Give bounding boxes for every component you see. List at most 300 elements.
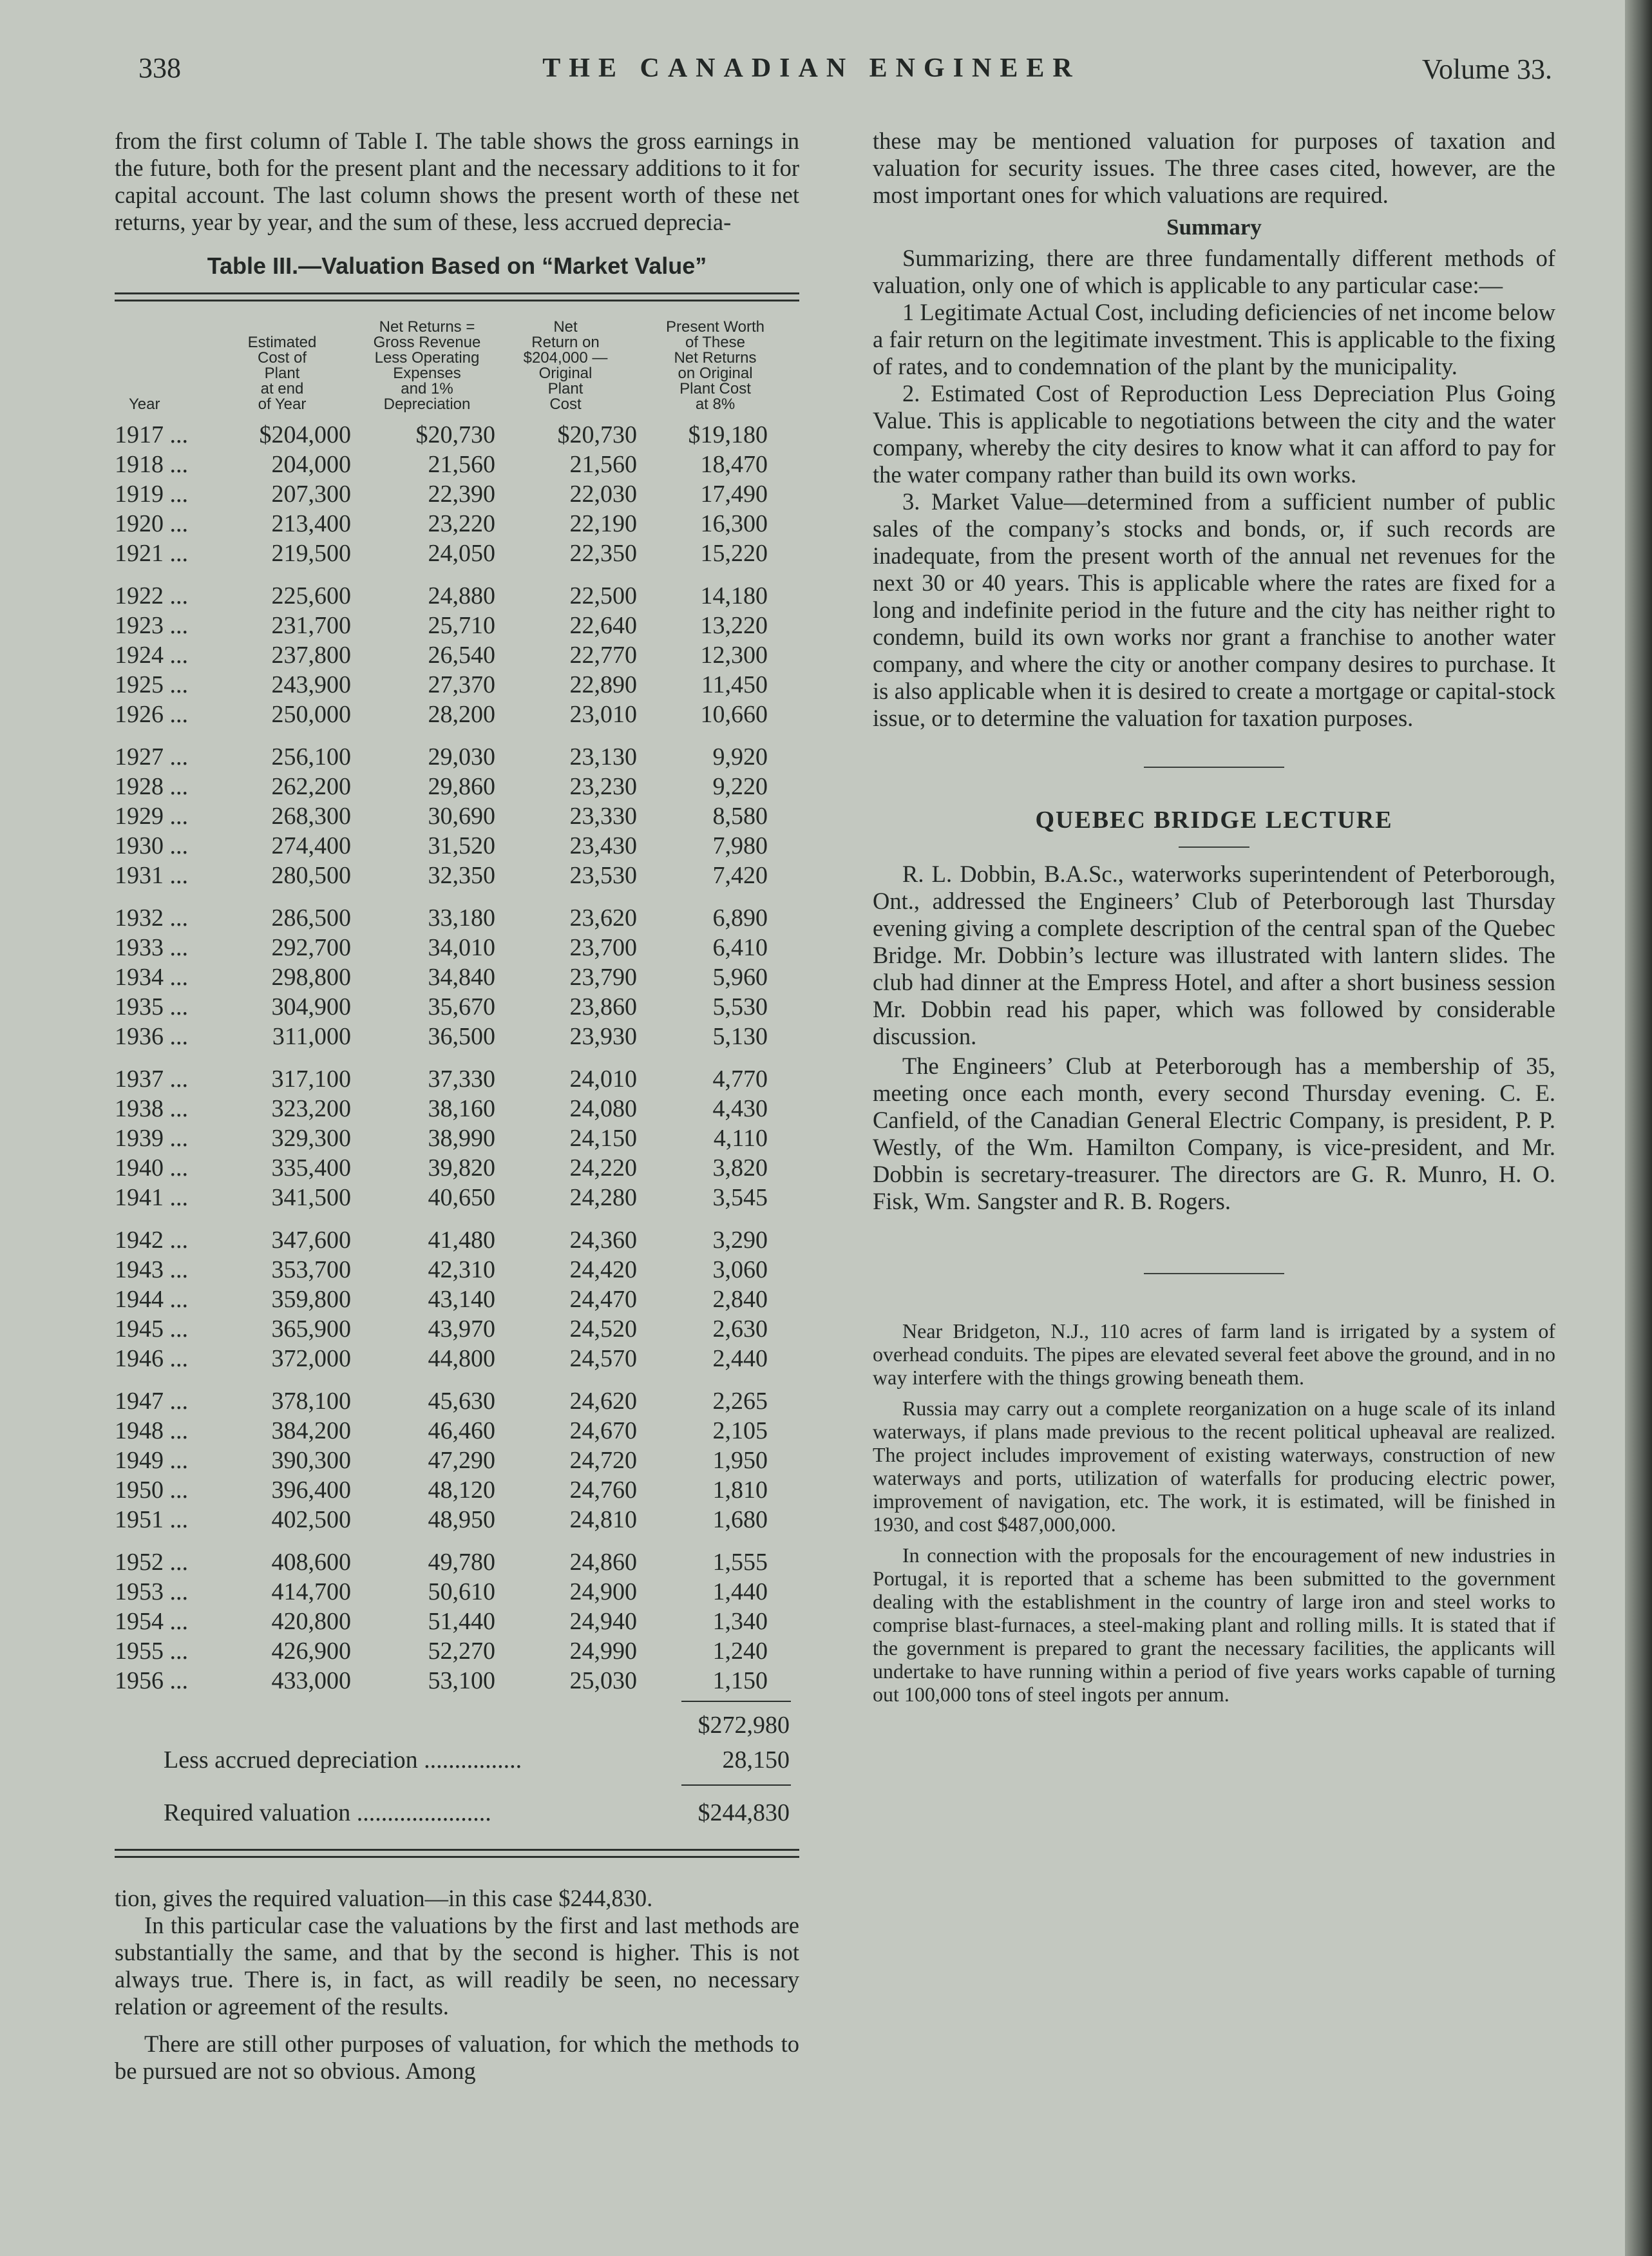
header-line: and 1% <box>401 380 453 397</box>
value-cell: 1,340 <box>712 1608 768 1635</box>
value-cell: 29,860 <box>428 773 495 800</box>
value-cell: $20,730 <box>415 421 495 448</box>
value-cell: 49,780 <box>428 1549 495 1576</box>
value-cell: 33,180 <box>428 904 495 932</box>
year-cell: 1941 ... <box>115 1184 188 1211</box>
value-cell: 24,010 <box>569 1066 637 1093</box>
value-cell: 38,160 <box>428 1095 495 1122</box>
value-cell: 3,060 <box>712 1256 768 1283</box>
value-cell: 24,420 <box>569 1256 637 1283</box>
value-cell: 25,710 <box>428 612 495 639</box>
table-row <box>115 831 768 861</box>
table-row <box>115 890 768 933</box>
value-cell: 42,310 <box>428 1256 495 1283</box>
year-cell: 1940 ... <box>115 1154 188 1181</box>
table-row <box>115 640 768 670</box>
value-cell: 256,100 <box>271 743 351 770</box>
header-year: Year <box>129 396 160 413</box>
value-cell: 24,940 <box>569 1608 637 1635</box>
value-cell: 420,800 <box>271 1608 351 1635</box>
value-cell: 4,770 <box>712 1066 768 1093</box>
table-row <box>115 1475 768 1505</box>
value-cell: 1,240 <box>712 1638 768 1665</box>
header-line: at end <box>260 380 304 397</box>
value-cell: 298,800 <box>271 964 351 991</box>
header-line: Plant <box>264 365 300 382</box>
table-header <box>115 301 799 420</box>
value-cell: 53,100 <box>428 1667 495 1694</box>
value-cell: 262,200 <box>271 773 351 800</box>
table-row <box>115 1314 768 1344</box>
value-cell: 1,440 <box>712 1578 768 1605</box>
year-cell: 1932 ... <box>115 904 188 932</box>
value-cell: 22,390 <box>428 481 495 508</box>
header-line: Estimated <box>247 334 317 351</box>
value-cell: 2,265 <box>712 1388 768 1415</box>
page-number: 338 <box>138 52 181 84</box>
value-cell: 24,880 <box>428 582 495 609</box>
year-cell: 1925 ... <box>115 671 188 698</box>
value-cell: 414,700 <box>271 1578 351 1605</box>
year-cell: 1937 ... <box>115 1066 188 1093</box>
table-row <box>115 1183 768 1212</box>
value-cell: 250,000 <box>271 701 351 728</box>
year-cell: 1955 ... <box>115 1638 188 1665</box>
table-row <box>115 933 768 962</box>
year-cell: 1950 ... <box>115 1477 188 1504</box>
summary-item: 1 Legitimate Actual Cost, including deficiencies of net income below a fair return on the legitimate investment. This is applicable to the fixing of rates, and to condemnation of the plant by the municipality. <box>873 299 1555 379</box>
value-cell: 2,840 <box>712 1286 768 1313</box>
left-intro-paragraph: from the first column of Table I. The table shows the gross earnings in the future, both for the present plant and the necessary additions to it for capital account. The last column shows the present worth of these net returns, year by year, and the sum of these, less accrued deprecia- <box>115 128 799 235</box>
value-cell: 23,700 <box>569 934 637 961</box>
value-cell: 24,280 <box>569 1184 637 1211</box>
value-cell: 7,980 <box>712 832 768 859</box>
table-row <box>115 450 768 479</box>
value-cell: 207,300 <box>271 481 351 508</box>
table-row <box>115 1022 768 1051</box>
total-row <box>115 1710 799 1742</box>
year-cell: 1921 ... <box>115 540 188 567</box>
total-value: $272,980 <box>698 1712 790 1739</box>
value-cell: 43,970 <box>428 1315 495 1343</box>
value-cell: 47,290 <box>428 1447 495 1474</box>
table-row <box>115 861 768 890</box>
value-cell: 1,950 <box>712 1447 768 1474</box>
header-line: Plant <box>547 380 584 397</box>
value-cell: 22,190 <box>569 510 637 537</box>
value-cell: 23,010 <box>569 701 637 728</box>
value-cell: 43,140 <box>428 1286 495 1313</box>
page-header <box>0 40 1623 91</box>
table-row <box>115 801 768 831</box>
value-cell: 14,180 <box>700 582 768 609</box>
header-line: of Year <box>258 396 307 413</box>
table-top-rule <box>115 292 799 301</box>
value-cell: 323,200 <box>271 1095 351 1122</box>
value-cell: 426,900 <box>271 1638 351 1665</box>
value-cell: 359,800 <box>271 1286 351 1313</box>
value-cell: 3,820 <box>712 1154 768 1181</box>
binding-edge <box>1625 0 1652 2256</box>
table-row <box>115 1255 768 1285</box>
table-row <box>115 1285 768 1314</box>
year-cell: 1942 ... <box>115 1227 188 1254</box>
value-cell: 341,500 <box>271 1184 351 1211</box>
table-row <box>115 700 768 729</box>
value-cell: 24,990 <box>569 1638 637 1665</box>
value-cell: 23,930 <box>569 1023 637 1050</box>
table-row <box>115 729 768 772</box>
header-estimated-cost <box>227 335 337 412</box>
value-cell: 4,430 <box>712 1095 768 1122</box>
table-row <box>115 1212 768 1255</box>
value-cell: 22,350 <box>569 540 637 567</box>
article-paragraph: R. L. Dobbin, B.A.Sc., waterworks superintendent of Peterborough, Ont., addressed the Engineers’ Club of Peterborough last Thursday evening giving a complete description of the central span of the Quebec Bridge. Mr. Dobbin’s lecture was illustrated with lantern slides. The club had dinner at the Empress Hotel, and after a short business session Mr. Dobbin read his paper, which was followed by considerable discussion. <box>873 861 1555 1049</box>
required-label: Required valuation ...................... <box>164 1799 491 1826</box>
value-cell: 22,500 <box>569 582 637 609</box>
value-cell: 23,230 <box>569 773 637 800</box>
table-row <box>115 1094 768 1123</box>
value-cell: 6,410 <box>712 934 768 961</box>
value-cell: 24,900 <box>569 1578 637 1605</box>
value-cell: 24,050 <box>428 540 495 567</box>
value-cell: 17,490 <box>700 481 768 508</box>
value-cell: 34,010 <box>428 934 495 961</box>
table-row <box>115 1416 768 1446</box>
value-cell: $20,730 <box>557 421 637 448</box>
table-row <box>115 1123 768 1153</box>
header-line: $204,000 — <box>523 349 608 367</box>
value-cell: 311,000 <box>272 1023 351 1050</box>
value-cell: 24,220 <box>569 1154 637 1181</box>
value-cell: 48,950 <box>428 1506 495 1533</box>
value-cell: 31,520 <box>428 832 495 859</box>
year-cell: 1954 ... <box>115 1608 188 1635</box>
depreciation-value: 28,150 <box>722 1746 790 1773</box>
value-cell: 24,810 <box>569 1506 637 1533</box>
header-line: Net Returns = <box>379 318 475 336</box>
header-line: Cost <box>549 396 582 413</box>
table-row <box>115 1373 768 1416</box>
value-cell: 317,100 <box>271 1066 351 1093</box>
year-cell: 1920 ... <box>115 510 188 537</box>
value-cell: 24,670 <box>569 1417 637 1444</box>
value-cell: 38,990 <box>428 1125 495 1152</box>
value-cell: 18,470 <box>700 451 768 478</box>
news-note: Russia may carry out a complete reorganization on a huge scale of its inland waterways, if plans made previous to the recent political upheaval are realized. The project includes improvement of existing waterways, construction of new waterways and ports, utilization of waterfalls for producing electric power, improvement of navigation, etc. The work, it is estimated, will be finished in 1930, and cost $487,000,000. <box>873 1397 1555 1536</box>
value-cell: 29,030 <box>428 743 495 770</box>
value-cell: 24,080 <box>569 1095 637 1122</box>
total-rule <box>681 1701 791 1702</box>
header-line: Cost of <box>257 349 307 367</box>
value-cell: 292,700 <box>271 934 351 961</box>
value-cell: 237,800 <box>271 642 351 669</box>
depreciation-label: Less accrued depreciation ................ <box>164 1746 522 1773</box>
value-cell: 24,720 <box>569 1447 637 1474</box>
year-cell: 1946 ... <box>115 1345 188 1372</box>
value-cell: 329,300 <box>271 1125 351 1152</box>
value-cell: 52,270 <box>428 1638 495 1665</box>
year-cell: 1933 ... <box>115 934 188 961</box>
value-cell: 34,840 <box>428 964 495 991</box>
heading-rule <box>1179 846 1249 848</box>
header-line: Net <box>553 318 578 336</box>
value-cell: 23,430 <box>569 832 637 859</box>
value-cell: 16,300 <box>700 510 768 537</box>
header-line: Expenses <box>393 365 461 382</box>
year-cell: 1949 ... <box>115 1447 188 1474</box>
value-cell: 204,000 <box>271 451 351 478</box>
value-cell: 24,360 <box>569 1227 637 1254</box>
required-row <box>115 1797 799 1830</box>
value-cell: 2,105 <box>712 1417 768 1444</box>
right-intro-paragraph: these may be mentioned valuation for purposes of taxation and valuation for security issues. The three cases cited, however, are the most important ones for which valuations are required. <box>873 128 1555 208</box>
table-row <box>115 509 768 539</box>
value-cell: 433,000 <box>271 1667 351 1694</box>
year-cell: 1936 ... <box>115 1023 188 1050</box>
year-cell: 1939 ... <box>115 1125 188 1152</box>
value-cell: 23,860 <box>569 993 637 1020</box>
value-cell: 268,300 <box>271 803 351 830</box>
value-cell: 46,460 <box>428 1417 495 1444</box>
header-line: Depreciation <box>383 396 471 413</box>
header-line: on Original <box>678 365 753 382</box>
year-cell: 1918 ... <box>115 451 188 478</box>
header-line: at 8% <box>695 396 736 413</box>
year-cell: 1934 ... <box>115 964 188 991</box>
year-cell: 1948 ... <box>115 1417 188 1444</box>
value-cell: 2,440 <box>712 1345 768 1372</box>
value-cell: 24,570 <box>569 1345 637 1372</box>
value-cell: 5,130 <box>712 1023 768 1050</box>
value-cell: 402,500 <box>271 1506 351 1533</box>
value-cell: 24,620 <box>569 1388 637 1415</box>
required-value: $244,830 <box>698 1799 790 1826</box>
year-cell: 1922 ... <box>115 582 188 609</box>
value-cell: 37,330 <box>428 1066 495 1093</box>
depreciation-rule <box>681 1784 791 1786</box>
value-cell: 213,400 <box>271 510 351 537</box>
left-after-text <box>115 1885 799 2085</box>
value-cell: 219,500 <box>271 540 351 567</box>
header-line: Less Operating <box>374 349 480 367</box>
table-row <box>115 1344 768 1373</box>
table-row <box>115 1505 768 1534</box>
summary-item: 3. Market Value—determined from a sufficient number of public sales of the company’s stocks and bonds, or, if such records are inadequate, from the present worth of the annual net revenues for the next 30 or 40 years. This is applicable where the rates are fixed for a long and indefinite period in the future and the city has neither right to condemn, build its own works nor grant a franchise to another water company, and where the city or another company desires to purchase. It is also applicable when it is desired to create a mortgage or capital-stock issue, or to determine the valuation for taxation purposes. <box>873 488 1555 731</box>
value-cell: 21,560 <box>569 451 637 478</box>
value-cell: 1,150 <box>712 1667 768 1694</box>
year-cell: 1927 ... <box>115 743 188 770</box>
value-cell: 48,120 <box>428 1477 495 1504</box>
header-present-worth <box>646 320 784 412</box>
table-totals <box>115 1696 799 1857</box>
value-cell: 384,200 <box>271 1417 351 1444</box>
value-cell: 9,920 <box>712 743 768 770</box>
value-cell: 27,370 <box>428 671 495 698</box>
value-cell: 353,700 <box>271 1256 351 1283</box>
value-cell: 23,790 <box>569 964 637 991</box>
year-cell: 1917 ... <box>115 421 188 448</box>
value-cell: 9,220 <box>712 773 768 800</box>
value-cell: $204,000 <box>259 421 351 448</box>
value-cell: 23,330 <box>569 803 637 830</box>
value-cell: 286,500 <box>271 904 351 932</box>
value-cell: 1,555 <box>712 1549 768 1576</box>
year-cell: 1938 ... <box>115 1095 188 1122</box>
value-cell: 44,800 <box>428 1345 495 1372</box>
table-row <box>115 539 768 568</box>
value-cell: 231,700 <box>271 612 351 639</box>
table-row <box>115 962 768 992</box>
summary-paragraph: Summarizing, there are three fundamentally different methods of valuation, only one of which is applicable to any particular case:— <box>873 245 1555 298</box>
value-cell: 21,560 <box>428 451 495 478</box>
summary-item: 2. Estimated Cost of Reproduction Less Depreciation Plus Going Value. This is applicable to negotiations between the city and the water company, whereby the city desires to know what it can afford to pay for the water company rather than build its own works. <box>873 380 1555 488</box>
value-cell: 335,400 <box>271 1154 351 1181</box>
value-cell: 347,600 <box>271 1227 351 1254</box>
left-column <box>115 128 799 2085</box>
value-cell: 36,500 <box>428 1023 495 1050</box>
table-row <box>115 479 768 509</box>
year-cell: 1945 ... <box>115 1315 188 1343</box>
header-line: Net Returns <box>674 349 757 367</box>
valuation-table <box>115 420 768 1696</box>
value-cell: 280,500 <box>271 862 351 889</box>
table-row <box>115 1051 768 1094</box>
value-cell: 32,350 <box>428 862 495 889</box>
year-cell: 1952 ... <box>115 1549 188 1576</box>
value-cell: 24,520 <box>569 1315 637 1343</box>
news-note: Near Bridgeton, N.J., 110 acres of farm land is irrigated by a system of overhead conduits. The pipes are elevated several feet above the ground, and in no way interfere with the things growing beneath them. <box>873 1319 1555 1389</box>
news-note: In connection with the proposals for the encouragement of new industries in Portugal, it is reported that a scheme has been submitted to the government dealing with the establishment in the country of large iron and steel works to comprise blast-furnaces, a steel-making plant and rolling mills. It is stated that if the government is prepared to grant the necessary facilities, the applicants will undertake to have running within a period of five years works capable of turning out 100,000 tons of steel ingots per annum. <box>873 1544 1555 1706</box>
depreciation-row <box>115 1745 799 1777</box>
value-cell: 372,000 <box>271 1345 351 1372</box>
year-cell: 1919 ... <box>115 481 188 508</box>
value-cell: 35,670 <box>428 993 495 1020</box>
value-cell: 365,900 <box>271 1315 351 1343</box>
value-cell: 6,890 <box>712 904 768 932</box>
value-cell: 25,030 <box>569 1667 637 1694</box>
table-row <box>115 670 768 700</box>
year-cell: 1944 ... <box>115 1286 188 1313</box>
table-row <box>115 1607 768 1636</box>
table-row <box>115 1534 768 1577</box>
journal-title: THE CANADIAN ENGINEER <box>542 53 1081 83</box>
table-row <box>115 772 768 801</box>
value-cell: 11,450 <box>701 671 768 698</box>
value-cell: 41,480 <box>428 1227 495 1254</box>
article-heading: QUEBEC BRIDGE LECTURE <box>1035 807 1393 834</box>
value-cell: 22,890 <box>569 671 637 698</box>
table-row <box>115 1446 768 1475</box>
value-cell: 24,860 <box>569 1549 637 1576</box>
year-cell: 1953 ... <box>115 1578 188 1605</box>
value-cell: 24,470 <box>569 1286 637 1313</box>
value-cell: 23,530 <box>569 862 637 889</box>
volume-label: Volume 33. <box>1421 53 1552 85</box>
year-cell: 1956 ... <box>115 1667 188 1694</box>
value-cell: 7,420 <box>712 862 768 889</box>
value-cell: 396,400 <box>271 1477 351 1504</box>
year-cell: 1943 ... <box>115 1256 188 1283</box>
header-line: Return on <box>531 334 600 351</box>
year-cell: 1951 ... <box>115 1506 188 1533</box>
value-cell: 50,610 <box>428 1578 495 1605</box>
value-cell: 3,290 <box>712 1227 768 1254</box>
value-cell: $19,180 <box>688 421 768 448</box>
value-cell: 2,630 <box>712 1315 768 1343</box>
paragraph: tion, gives the required valuation—in this case $244,830. <box>115 1885 653 1911</box>
value-cell: 23,620 <box>569 904 637 932</box>
table-row <box>115 1577 768 1607</box>
value-cell: 4,110 <box>713 1125 768 1152</box>
paragraph: There are still other purposes of valuation, for which the methods to be pursued are not so obvious. Among <box>115 2031 799 2084</box>
value-cell: 23,220 <box>428 510 495 537</box>
value-cell: 1,810 <box>712 1477 768 1504</box>
table-row <box>115 992 768 1022</box>
value-cell: 51,440 <box>428 1608 495 1635</box>
header-line: Original <box>538 365 593 382</box>
header-line: Plant Cost <box>679 380 751 397</box>
value-cell: 10,660 <box>700 701 768 728</box>
year-cell: 1931 ... <box>115 862 188 889</box>
value-cell: 22,640 <box>569 612 637 639</box>
year-cell: 1929 ... <box>115 803 188 830</box>
value-cell: 8,580 <box>712 803 768 830</box>
value-cell: 5,960 <box>712 964 768 991</box>
year-cell: 1923 ... <box>115 612 188 639</box>
header-line: of These <box>685 334 745 351</box>
value-cell: 378,100 <box>271 1388 351 1415</box>
table-row <box>115 1636 768 1666</box>
value-cell: 45,630 <box>428 1388 495 1415</box>
value-cell: 304,900 <box>271 993 351 1020</box>
table-row <box>115 568 768 611</box>
value-cell: 22,030 <box>569 481 637 508</box>
year-cell: 1947 ... <box>115 1388 188 1415</box>
value-cell: 39,820 <box>428 1154 495 1181</box>
value-cell: 5,530 <box>712 993 768 1020</box>
table-row <box>115 420 768 450</box>
year-cell: 1930 ... <box>115 832 188 859</box>
year-cell: 1926 ... <box>115 701 188 728</box>
year-cell: 1935 ... <box>115 993 188 1020</box>
news-notes <box>873 1319 1555 1706</box>
value-cell: 243,900 <box>271 671 351 698</box>
value-cell: 22,770 <box>569 642 637 669</box>
header-line: Present Worth <box>666 318 764 336</box>
header-net-returns <box>363 320 491 412</box>
value-cell: 24,150 <box>569 1125 637 1152</box>
value-cell: 40,650 <box>428 1184 495 1211</box>
value-cell: 3,545 <box>712 1184 768 1211</box>
year-cell: 1924 ... <box>115 642 188 669</box>
right-column <box>873 128 1555 1706</box>
table-row <box>115 611 768 640</box>
value-cell: 1,680 <box>712 1506 768 1533</box>
article-paragraph: The Engineers’ Club at Peterborough has a membership of 35, meeting once each month, every second Thursday evening. C. E. Canfield, of the Canadian General Electric Company, is president, P. P. Westly, of the Wm. Hamilton Company, is vice-president, and Mr. Dobbin is secretary-treasurer. The directors are G. R. Munro, H. O. Fisk, Wm. Sangster and R. B. Rogers. <box>873 1053 1555 1214</box>
value-cell: 30,690 <box>428 803 495 830</box>
year-cell: 1928 ... <box>115 773 188 800</box>
header-line: Gross Revenue <box>373 334 481 351</box>
summary-heading: Summary <box>1166 215 1262 240</box>
value-cell: 15,220 <box>700 540 768 567</box>
table-title: Table III.—Valuation Based on “Market Value” <box>207 253 707 279</box>
value-cell: 274,400 <box>271 832 351 859</box>
header-net-return-original <box>511 320 620 412</box>
value-cell: 408,600 <box>271 1549 351 1576</box>
value-cell: 24,760 <box>569 1477 637 1504</box>
value-cell: 225,600 <box>271 582 351 609</box>
